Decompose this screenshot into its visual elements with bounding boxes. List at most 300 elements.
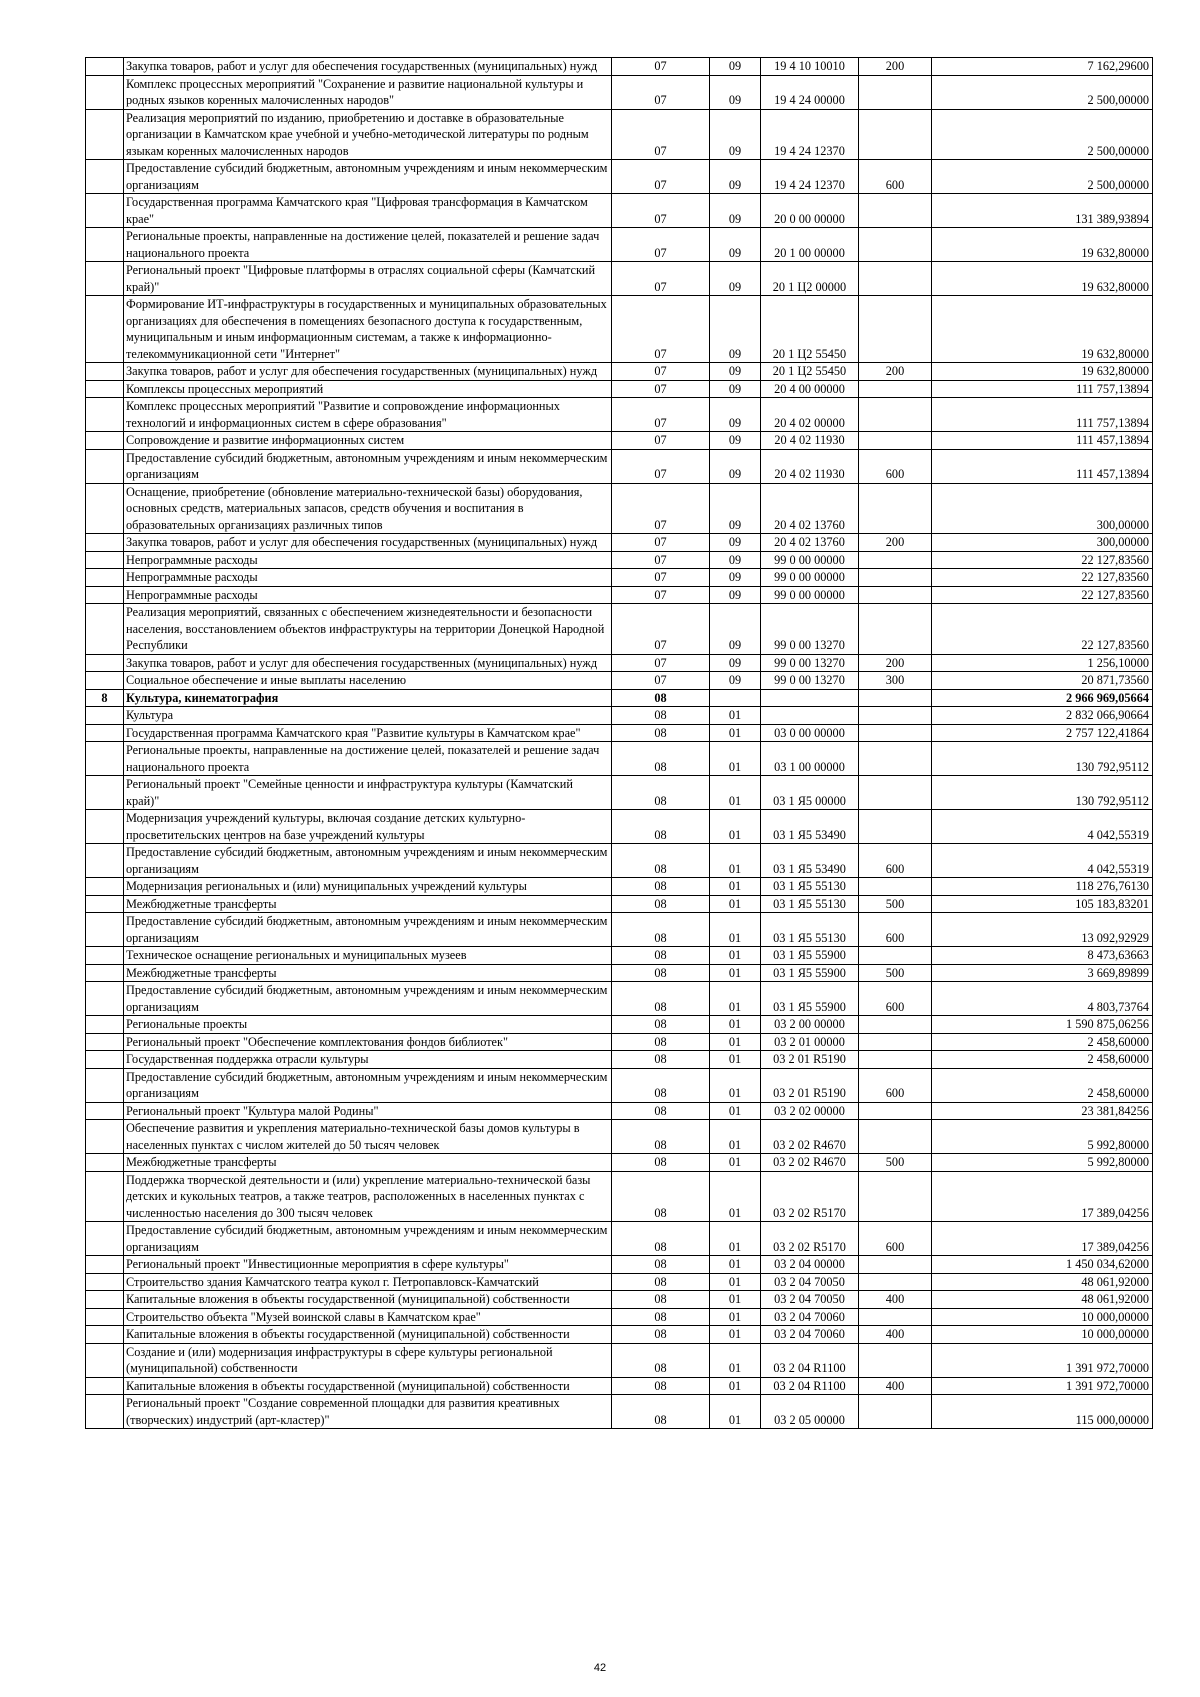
subsection-code: 01 (710, 1051, 761, 1069)
section-code: 08 (612, 947, 710, 965)
target-article-code: 03 2 02 R5170 (761, 1222, 859, 1256)
section-code: 08 (612, 878, 710, 896)
row-number (86, 569, 124, 587)
row-description: Региональный проект "Создание современной площадки для развития креативных (творческих) индустрий (арт-кластер)" (124, 1395, 612, 1429)
table-row (86, 398, 1153, 432)
subsection-code: 09 (710, 654, 761, 672)
subsection-code: 09 (710, 262, 761, 296)
target-article-code: 99 0 00 13270 (761, 654, 859, 672)
table-row (86, 689, 1153, 707)
expense-type-code: 200 (859, 654, 932, 672)
expense-type-code (859, 586, 932, 604)
subsection-code: 01 (710, 724, 761, 742)
row-number (86, 982, 124, 1016)
target-article-code: 19 4 24 00000 (761, 75, 859, 109)
subsection-code: 01 (710, 1120, 761, 1154)
section-code: 08 (612, 1273, 710, 1291)
row-number (86, 1291, 124, 1309)
row-description: Государственная программа Камчатского края "Цифровая трансформация в Камчатском крае" (124, 194, 612, 228)
target-article-code: 20 4 02 11930 (761, 432, 859, 450)
expense-type-code (859, 432, 932, 450)
amount: 1 391 972,70000 (932, 1343, 1153, 1377)
table-row (86, 776, 1153, 810)
target-article-code: 03 1 Я5 55130 (761, 895, 859, 913)
subsection-code: 01 (710, 913, 761, 947)
amount: 118 276,76130 (932, 878, 1153, 896)
amount: 17 389,04256 (932, 1222, 1153, 1256)
amount: 4 042,55319 (932, 810, 1153, 844)
row-description: Региональный проект "Обеспечение комплектования фондов библиотек" (124, 1033, 612, 1051)
row-description: Предоставление субсидий бюджетным, автономным учреждениям и иным некоммерческим организациям (124, 913, 612, 947)
subsection-code: 01 (710, 878, 761, 896)
row-description: Закупка товаров, работ и услуг для обеспечения государственных (муниципальных) нужд (124, 363, 612, 381)
budget-table (85, 57, 1153, 1429)
row-description: Государственная поддержка отрасли культуры (124, 1051, 612, 1069)
table-row (86, 1154, 1153, 1172)
expense-type-code (859, 947, 932, 965)
section-code: 07 (612, 380, 710, 398)
expense-type-code (859, 1273, 932, 1291)
subsection-code: 09 (710, 228, 761, 262)
amount: 1 450 034,62000 (932, 1256, 1153, 1274)
row-description: Закупка товаров, работ и услуг для обеспечения государственных (муниципальных) нужд (124, 58, 612, 76)
expense-type-code: 500 (859, 895, 932, 913)
subsection-code: 01 (710, 1154, 761, 1172)
expense-type-code: 600 (859, 982, 932, 1016)
subsection-code: 01 (710, 1033, 761, 1051)
target-article-code: 03 2 02 R5170 (761, 1171, 859, 1222)
subsection-code: 09 (710, 380, 761, 398)
subsection-code: 09 (710, 534, 761, 552)
row-description: Предоставление субсидий бюджетным, автономным учреждениям и иным некоммерческим организациям (124, 160, 612, 194)
target-article-code: 99 0 00 13270 (761, 604, 859, 655)
row-number (86, 1154, 124, 1172)
amount: 4 042,55319 (932, 844, 1153, 878)
amount: 19 632,80000 (932, 296, 1153, 363)
row-description: Предоставление субсидий бюджетным, автономным учреждениям и иным некоммерческим организациям (124, 982, 612, 1016)
amount: 130 792,95112 (932, 776, 1153, 810)
table-row (86, 1256, 1153, 1274)
table-row (86, 1291, 1153, 1309)
expense-type-code (859, 109, 932, 160)
amount: 5 992,80000 (932, 1120, 1153, 1154)
expense-type-code (859, 551, 932, 569)
row-description: Закупка товаров, работ и услуг для обеспечения государственных (муниципальных) нужд (124, 654, 612, 672)
target-article-code: 20 4 02 13760 (761, 534, 859, 552)
expense-type-code (859, 1256, 932, 1274)
row-description: Предоставление субсидий бюджетным, автономным учреждениям и иным некоммерческим организациям (124, 449, 612, 483)
section-code: 08 (612, 1068, 710, 1102)
row-number: 8 (86, 689, 124, 707)
expense-type-code (859, 1343, 932, 1377)
amount: 111 757,13894 (932, 380, 1153, 398)
section-code: 07 (612, 58, 710, 76)
section-code: 08 (612, 1395, 710, 1429)
amount: 300,00000 (932, 483, 1153, 534)
target-article-code: 03 1 Я5 00000 (761, 776, 859, 810)
row-number (86, 363, 124, 381)
table-row (86, 844, 1153, 878)
subsection-code: 09 (710, 363, 761, 381)
expense-type-code: 600 (859, 160, 932, 194)
target-article-code: 03 1 Я5 53490 (761, 844, 859, 878)
row-description: Предоставление субсидий бюджетным, автономным учреждениям и иным некоммерческим организациям (124, 1068, 612, 1102)
section-code: 07 (612, 398, 710, 432)
target-article-code: 03 2 02 R4670 (761, 1120, 859, 1154)
section-code: 07 (612, 109, 710, 160)
table-row (86, 913, 1153, 947)
amount: 2 458,60000 (932, 1068, 1153, 1102)
amount: 2 500,00000 (932, 109, 1153, 160)
section-code: 07 (612, 551, 710, 569)
target-article-code: 03 2 04 R1100 (761, 1377, 859, 1395)
table-row (86, 1326, 1153, 1344)
table-row (86, 1395, 1153, 1429)
expense-type-code: 500 (859, 964, 932, 982)
table-row (86, 1102, 1153, 1120)
expense-type-code (859, 380, 932, 398)
table-row (86, 380, 1153, 398)
row-description: Комплексы процессных мероприятий (124, 380, 612, 398)
section-code: 08 (612, 707, 710, 725)
target-article-code: 03 1 Я5 55900 (761, 982, 859, 1016)
section-code: 08 (612, 1291, 710, 1309)
section-code: 07 (612, 432, 710, 450)
target-article-code: 20 1 Ц2 55450 (761, 296, 859, 363)
target-article-code: 03 2 01 R5190 (761, 1051, 859, 1069)
expense-type-code (859, 810, 932, 844)
table-row (86, 228, 1153, 262)
target-article-code: 99 0 00 00000 (761, 569, 859, 587)
target-article-code: 03 2 04 00000 (761, 1256, 859, 1274)
row-description: Региональные проекты, направленные на достижение целей, показателей и решение задач национального проекта (124, 742, 612, 776)
amount: 10 000,00000 (932, 1308, 1153, 1326)
target-article-code: 20 4 02 11930 (761, 449, 859, 483)
amount: 13 092,92929 (932, 913, 1153, 947)
subsection-code: 01 (710, 1273, 761, 1291)
subsection-code: 09 (710, 551, 761, 569)
table-row (86, 707, 1153, 725)
row-number (86, 160, 124, 194)
expense-type-code: 200 (859, 363, 932, 381)
section-code: 07 (612, 586, 710, 604)
row-number (86, 947, 124, 965)
amount: 19 632,80000 (932, 262, 1153, 296)
section-code: 08 (612, 1051, 710, 1069)
subsection-code: 09 (710, 586, 761, 604)
expense-type-code: 200 (859, 534, 932, 552)
section-code: 07 (612, 672, 710, 690)
table-row (86, 1016, 1153, 1034)
expense-type-code (859, 228, 932, 262)
section-code: 08 (612, 1343, 710, 1377)
subsection-code: 01 (710, 1326, 761, 1344)
subsection-code: 09 (710, 449, 761, 483)
section-code: 07 (612, 604, 710, 655)
section-code: 08 (612, 689, 710, 707)
target-article-code: 19 4 10 10010 (761, 58, 859, 76)
table-row (86, 1120, 1153, 1154)
table-row (86, 1273, 1153, 1291)
table-row (86, 194, 1153, 228)
expense-type-code (859, 569, 932, 587)
subsection-code: 09 (710, 569, 761, 587)
amount: 130 792,95112 (932, 742, 1153, 776)
amount: 2 832 066,90664 (932, 707, 1153, 725)
row-number (86, 1016, 124, 1034)
amount: 5 992,80000 (932, 1154, 1153, 1172)
subsection-code: 01 (710, 895, 761, 913)
table-row (86, 551, 1153, 569)
row-number (86, 1171, 124, 1222)
target-article-code: 03 2 05 00000 (761, 1395, 859, 1429)
row-number (86, 810, 124, 844)
expense-type-code: 400 (859, 1326, 932, 1344)
expense-type-code (859, 1016, 932, 1034)
target-article-code: 20 1 Ц2 00000 (761, 262, 859, 296)
target-article-code: 03 1 Я5 55130 (761, 913, 859, 947)
table-row (86, 947, 1153, 965)
expense-type-code (859, 1102, 932, 1120)
subsection-code: 01 (710, 1222, 761, 1256)
amount: 2 966 969,05664 (932, 689, 1153, 707)
subsection-code: 09 (710, 672, 761, 690)
table-row (86, 363, 1153, 381)
row-number (86, 109, 124, 160)
row-description: Межбюджетные трансферты (124, 1154, 612, 1172)
subsection-code: 09 (710, 75, 761, 109)
target-article-code: 03 2 04 70060 (761, 1308, 859, 1326)
row-description: Межбюджетные трансферты (124, 964, 612, 982)
target-article-code: 03 2 02 00000 (761, 1102, 859, 1120)
row-number (86, 964, 124, 982)
row-description: Капитальные вложения в объекты государственной (муниципальной) собственности (124, 1291, 612, 1309)
amount: 3 669,89899 (932, 964, 1153, 982)
row-number (86, 534, 124, 552)
target-article-code: 99 0 00 13270 (761, 672, 859, 690)
section-code: 08 (612, 1377, 710, 1395)
subsection-code: 09 (710, 604, 761, 655)
section-code: 08 (612, 982, 710, 1016)
amount: 48 061,92000 (932, 1291, 1153, 1309)
target-article-code: 03 2 02 R4670 (761, 1154, 859, 1172)
table-row (86, 895, 1153, 913)
section-code: 07 (612, 569, 710, 587)
expense-type-code: 600 (859, 844, 932, 878)
target-article-code: 03 2 04 70050 (761, 1291, 859, 1309)
row-description: Региональный проект "Цифровые платформы в отраслях социальной сферы (Камчатский край)" (124, 262, 612, 296)
row-description: Непрограммные расходы (124, 551, 612, 569)
row-description: Межбюджетные трансферты (124, 895, 612, 913)
target-article-code: 99 0 00 00000 (761, 551, 859, 569)
subsection-code: 01 (710, 776, 761, 810)
target-article-code (761, 707, 859, 725)
row-description: Создание и (или) модернизация инфраструктуры в сфере культуры региональной (муниципальной) собственности (124, 1343, 612, 1377)
expense-type-code (859, 1308, 932, 1326)
table-row (86, 262, 1153, 296)
amount: 48 061,92000 (932, 1273, 1153, 1291)
section-code: 08 (612, 1154, 710, 1172)
subsection-code: 01 (710, 1171, 761, 1222)
target-article-code (761, 689, 859, 707)
section-code: 08 (612, 964, 710, 982)
expense-type-code (859, 483, 932, 534)
table-row (86, 742, 1153, 776)
amount: 1 391 972,70000 (932, 1377, 1153, 1395)
section-code: 08 (612, 913, 710, 947)
expense-type-code: 400 (859, 1291, 932, 1309)
row-number (86, 1343, 124, 1377)
subsection-code: 01 (710, 1016, 761, 1034)
section-code: 08 (612, 742, 710, 776)
row-number (86, 380, 124, 398)
subsection-code: 01 (710, 1102, 761, 1120)
target-article-code: 20 1 Ц2 55450 (761, 363, 859, 381)
row-description: Реализация мероприятий, связанных с обеспечением жизнедеятельности и безопасности населения, восстановлением объектов инфраструктуры на территории Донецкой Народной Республики (124, 604, 612, 655)
row-description: Комплекс процессных мероприятий "Сохранение и развитие национальной культуры и родных языков коренных малочисленных народов" (124, 75, 612, 109)
row-number (86, 1377, 124, 1395)
table-row (86, 1308, 1153, 1326)
subsection-code: 09 (710, 160, 761, 194)
row-number (86, 742, 124, 776)
expense-type-code (859, 707, 932, 725)
row-description: Региональные проекты, направленные на достижение целей, показателей и решение задач национального проекта (124, 228, 612, 262)
row-number (86, 262, 124, 296)
section-code: 07 (612, 449, 710, 483)
table-row (86, 810, 1153, 844)
section-code: 08 (612, 1016, 710, 1034)
expense-type-code (859, 194, 932, 228)
amount: 17 389,04256 (932, 1171, 1153, 1222)
table-row (86, 160, 1153, 194)
row-number (86, 895, 124, 913)
row-description: Региональный проект "Инвестиционные мероприятия в сфере культуры" (124, 1256, 612, 1274)
row-number (86, 58, 124, 76)
expense-type-code (859, 1051, 932, 1069)
table-row (86, 296, 1153, 363)
amount: 2 757 122,41864 (932, 724, 1153, 742)
subsection-code: 01 (710, 964, 761, 982)
expense-type-code (859, 1395, 932, 1429)
amount: 115 000,00000 (932, 1395, 1153, 1429)
amount: 23 381,84256 (932, 1102, 1153, 1120)
amount: 4 803,73764 (932, 982, 1153, 1016)
row-number (86, 604, 124, 655)
subsection-code: 01 (710, 1256, 761, 1274)
row-description: Модернизация учреждений культуры, включая создание детских культурно-просветительских центров на базе учреждений культуры (124, 810, 612, 844)
table-row (86, 964, 1153, 982)
expense-type-code (859, 776, 932, 810)
subsection-code: 01 (710, 1395, 761, 1429)
expense-type-code (859, 398, 932, 432)
table-row (86, 432, 1153, 450)
table-row (86, 483, 1153, 534)
row-description: Государственная программа Камчатского края "Развитие культуры в Камчатском крае" (124, 724, 612, 742)
amount: 1 590 875,06256 (932, 1016, 1153, 1034)
section-code: 08 (612, 1308, 710, 1326)
budget-sheet (85, 57, 1152, 1429)
row-description: Оснащение, приобретение (обновление материально-технической базы) оборудования, основных средств, материальных запасов, средств обучения и воспитания в образовательных организациях различных типов (124, 483, 612, 534)
row-number (86, 1326, 124, 1344)
budget-rows (86, 58, 1153, 1429)
table-row (86, 1051, 1153, 1069)
row-number (86, 707, 124, 725)
expense-type-code (859, 1120, 932, 1154)
subsection-code: 01 (710, 1068, 761, 1102)
table-row (86, 878, 1153, 896)
section-code: 08 (612, 1171, 710, 1222)
expense-type-code: 600 (859, 1068, 932, 1102)
row-number (86, 654, 124, 672)
subsection-code: 01 (710, 742, 761, 776)
row-description: Строительство объекта "Музей воинской славы в Камчатском крае" (124, 1308, 612, 1326)
amount: 22 127,83560 (932, 551, 1153, 569)
section-code: 07 (612, 228, 710, 262)
section-code: 07 (612, 194, 710, 228)
table-row (86, 654, 1153, 672)
expense-type-code: 200 (859, 58, 932, 76)
row-description: Закупка товаров, работ и услуг для обеспечения государственных (муниципальных) нужд (124, 534, 612, 552)
row-description: Строительство здания Камчатского театра кукол г. Петропавловск-Камчатский (124, 1273, 612, 1291)
amount: 10 000,00000 (932, 1326, 1153, 1344)
table-row (86, 1171, 1153, 1222)
amount: 7 162,29600 (932, 58, 1153, 76)
subsection-code: 09 (710, 109, 761, 160)
subsection-code: 09 (710, 432, 761, 450)
subsection-code: 01 (710, 844, 761, 878)
amount: 8 473,63663 (932, 947, 1153, 965)
expense-type-code (859, 1033, 932, 1051)
section-code: 08 (612, 1120, 710, 1154)
amount: 111 757,13894 (932, 398, 1153, 432)
table-row (86, 449, 1153, 483)
row-number (86, 228, 124, 262)
target-article-code: 20 1 00 00000 (761, 228, 859, 262)
expense-type-code (859, 296, 932, 363)
subsection-code: 01 (710, 1308, 761, 1326)
subsection-code: 09 (710, 296, 761, 363)
row-description: Капитальные вложения в объекты государственной (муниципальной) собственности (124, 1377, 612, 1395)
row-description: Социальное обеспечение и иные выплаты населению (124, 672, 612, 690)
row-number (86, 586, 124, 604)
amount: 19 632,80000 (932, 363, 1153, 381)
row-number (86, 776, 124, 810)
amount: 2 458,60000 (932, 1033, 1153, 1051)
amount: 19 632,80000 (932, 228, 1153, 262)
row-description: Непрограммные расходы (124, 569, 612, 587)
section-code: 07 (612, 296, 710, 363)
subsection-code (710, 689, 761, 707)
table-row (86, 75, 1153, 109)
section-code: 07 (612, 363, 710, 381)
section-code: 08 (612, 776, 710, 810)
expense-type-code: 600 (859, 913, 932, 947)
table-row (86, 724, 1153, 742)
section-code: 07 (612, 75, 710, 109)
amount: 1 256,10000 (932, 654, 1153, 672)
row-description: Сопровождение и развитие информационных систем (124, 432, 612, 450)
section-code: 07 (612, 534, 710, 552)
amount: 22 127,83560 (932, 586, 1153, 604)
page-number: 42 (593, 1662, 607, 1674)
section-code: 08 (612, 724, 710, 742)
table-row (86, 1068, 1153, 1102)
subsection-code: 01 (710, 947, 761, 965)
row-number (86, 551, 124, 569)
amount: 131 389,93894 (932, 194, 1153, 228)
target-article-code: 03 1 00 00000 (761, 742, 859, 776)
row-description: Культура (124, 707, 612, 725)
